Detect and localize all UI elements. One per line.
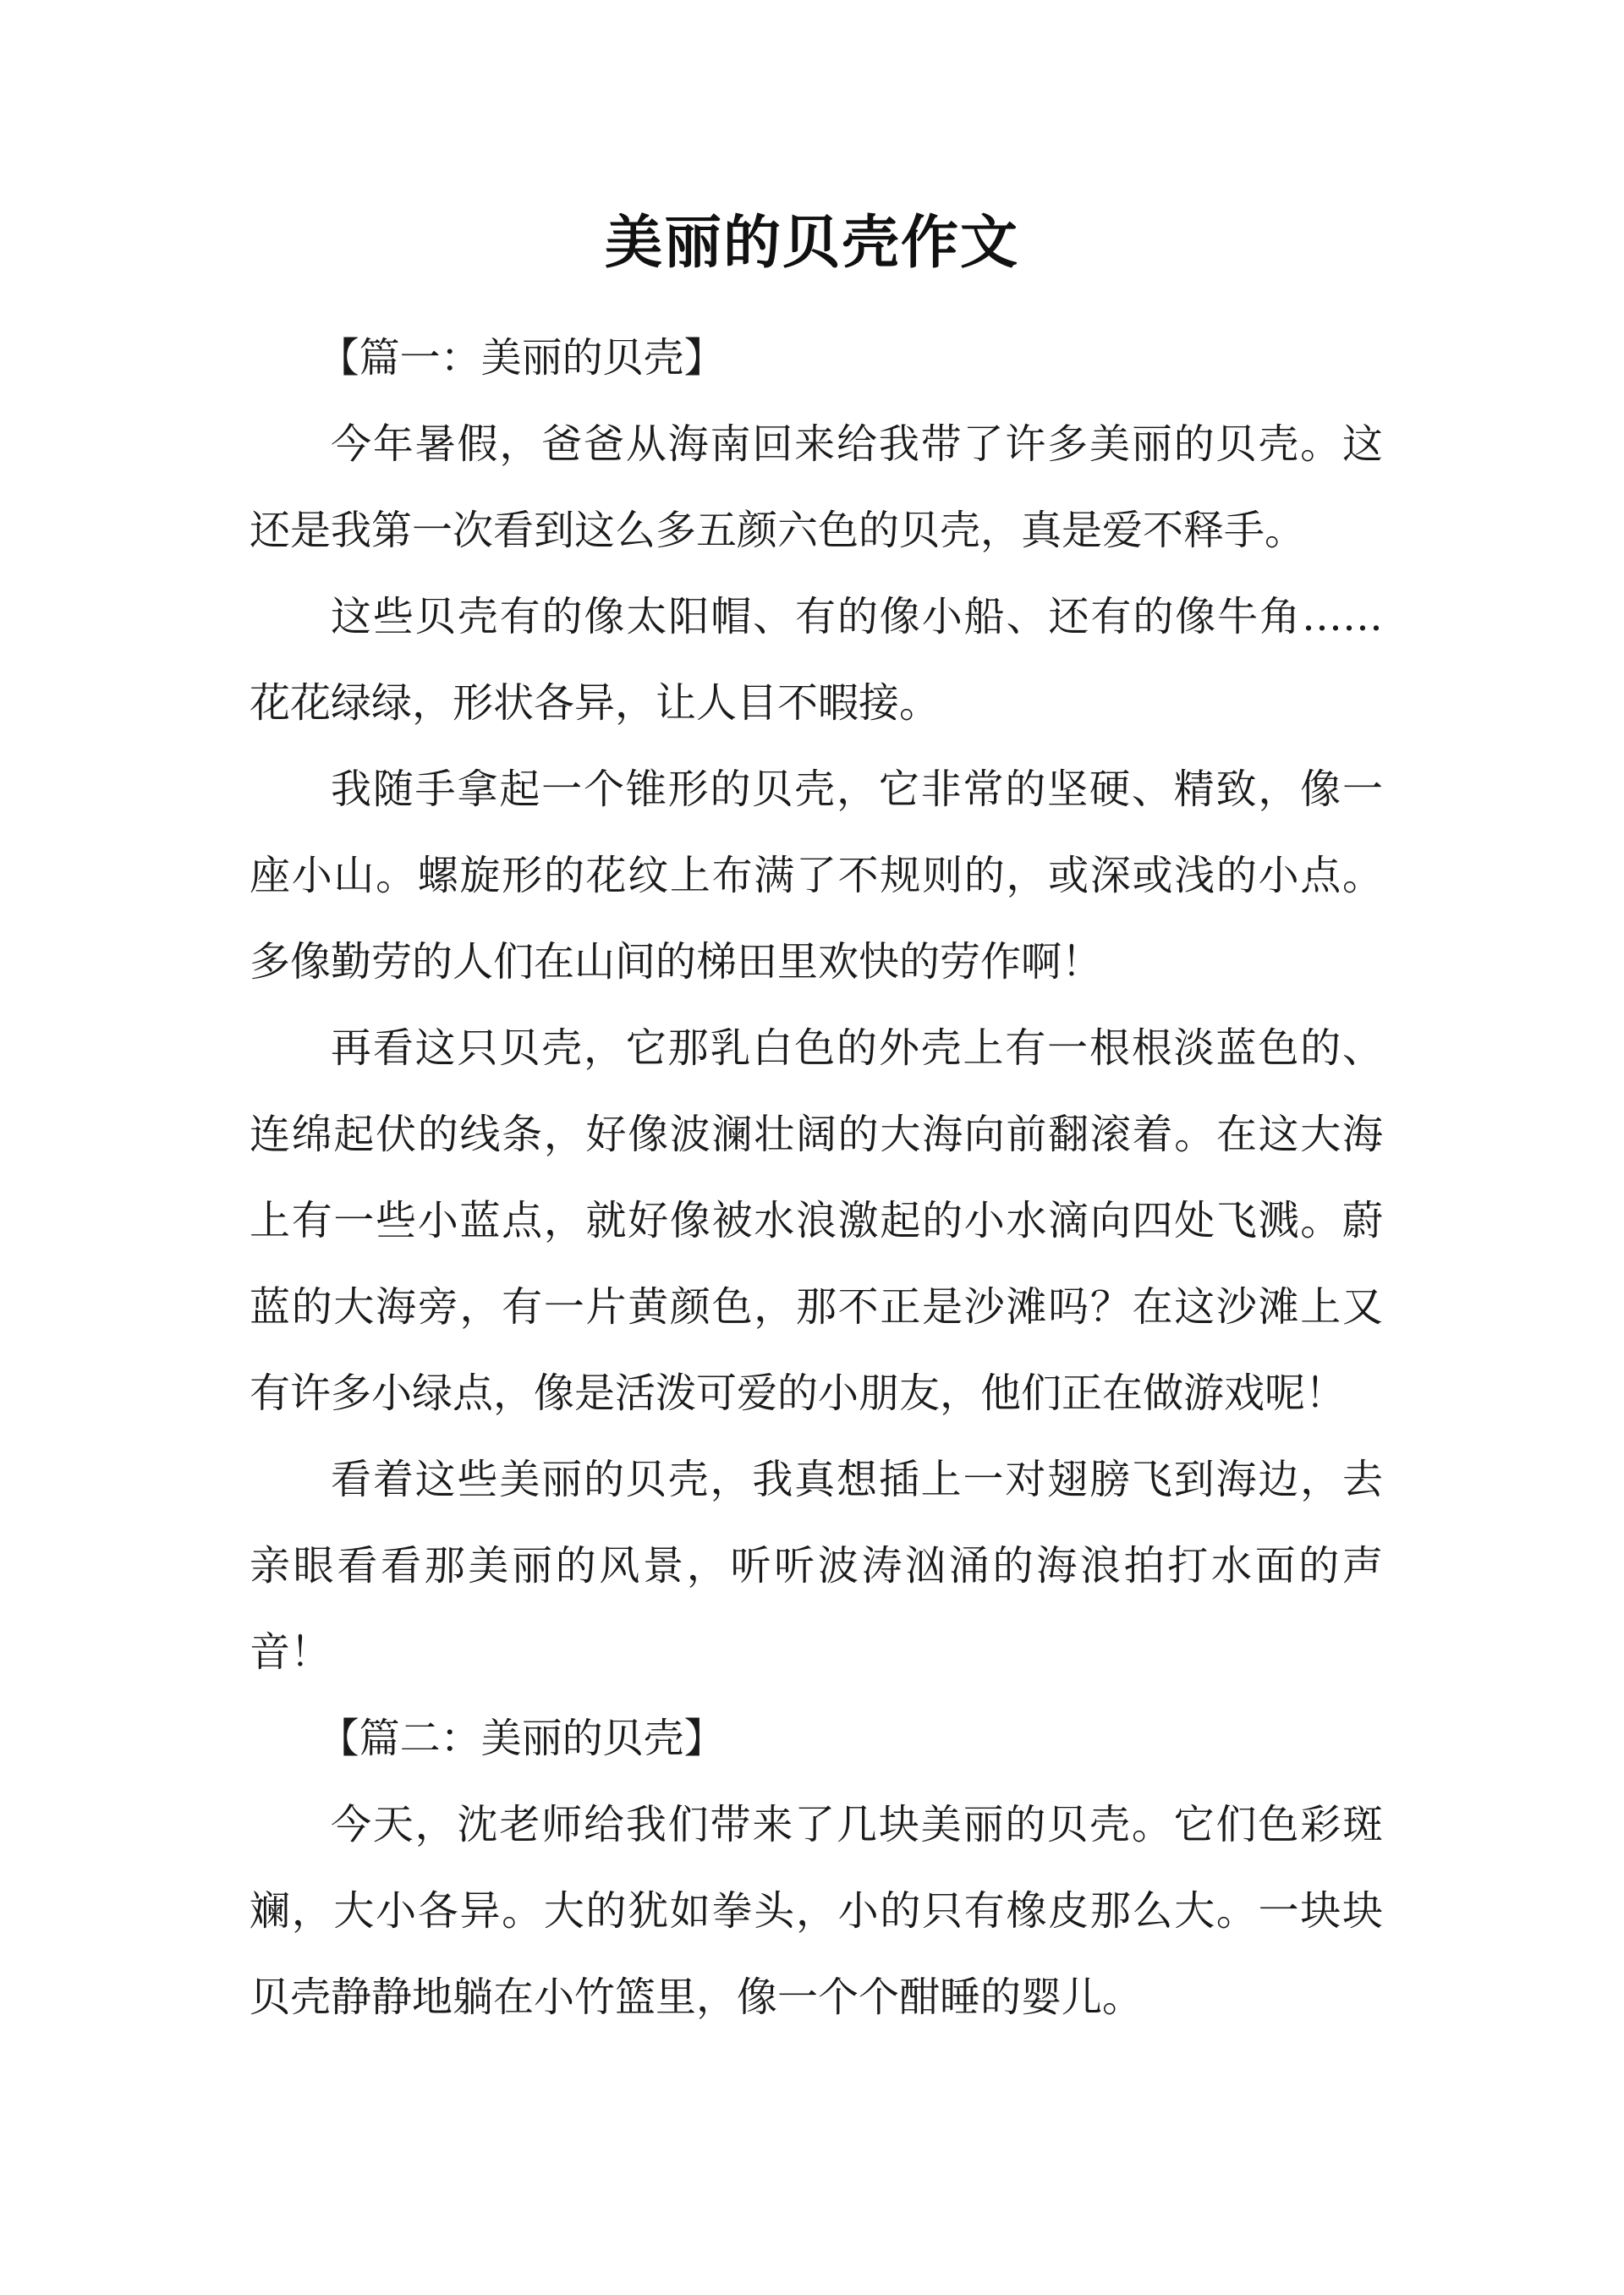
paragraph: 看着这些美丽的贝壳，我真想插上一对翅膀飞到海边，去亲眼看看那美丽的风景，听听波涛汹涌的海浪拍打水面的声音！: [250, 1456, 1383, 1676]
paragraph: 今天，沈老师给我们带来了几块美丽的贝壳。它们色彩斑斓，大小各异。大的犹如拳头，小的只有橡皮那么大。一块块贝壳静静地躺在小竹篮里，像一个个酣睡的婴儿。: [250, 1801, 1383, 2021]
paragraph: 我随手拿起一个锥形的贝壳，它非常的坚硬、精致，像一座小山。螺旋形的花纹上布满了不规则的，或深或浅的小点。多像勤劳的人们在山间的梯田里欢快的劳作啊！: [250, 766, 1383, 986]
paragraph: 今年暑假，爸爸从海南回来给我带了许多美丽的贝壳。这还是我第一次看到这么多五颜六色的贝壳，真是爱不释手。: [250, 420, 1383, 554]
document-title: 美丽的贝壳作文: [604, 210, 1019, 277]
section-heading: 【篇二：美丽的贝壳】: [318, 1715, 725, 1762]
section-heading: 【篇一：美丽的贝壳】: [318, 334, 725, 382]
paragraph: 再看这只贝壳，它那乳白色的外壳上有一根根淡蓝色的、连绵起伏的线条，好像波澜壮阔的大海向前翻滚着。在这大海上有一些小蓝点，就好像被水浪激起的小水滴向四处飞溅。蔚蓝的大海旁，有一片黄颜色，那不正是沙滩吗？在这沙滩上又有许多小绿点，像是活泼可爱的小朋友，他们正在做游戏呢！: [250, 1024, 1383, 1417]
paragraph: 这些贝壳有的像太阳帽、有的像小船、还有的像牛角……花花绿绿，形状各异，让人目不暇接。: [250, 593, 1383, 727]
document-body: [250, 315, 1383, 2040]
